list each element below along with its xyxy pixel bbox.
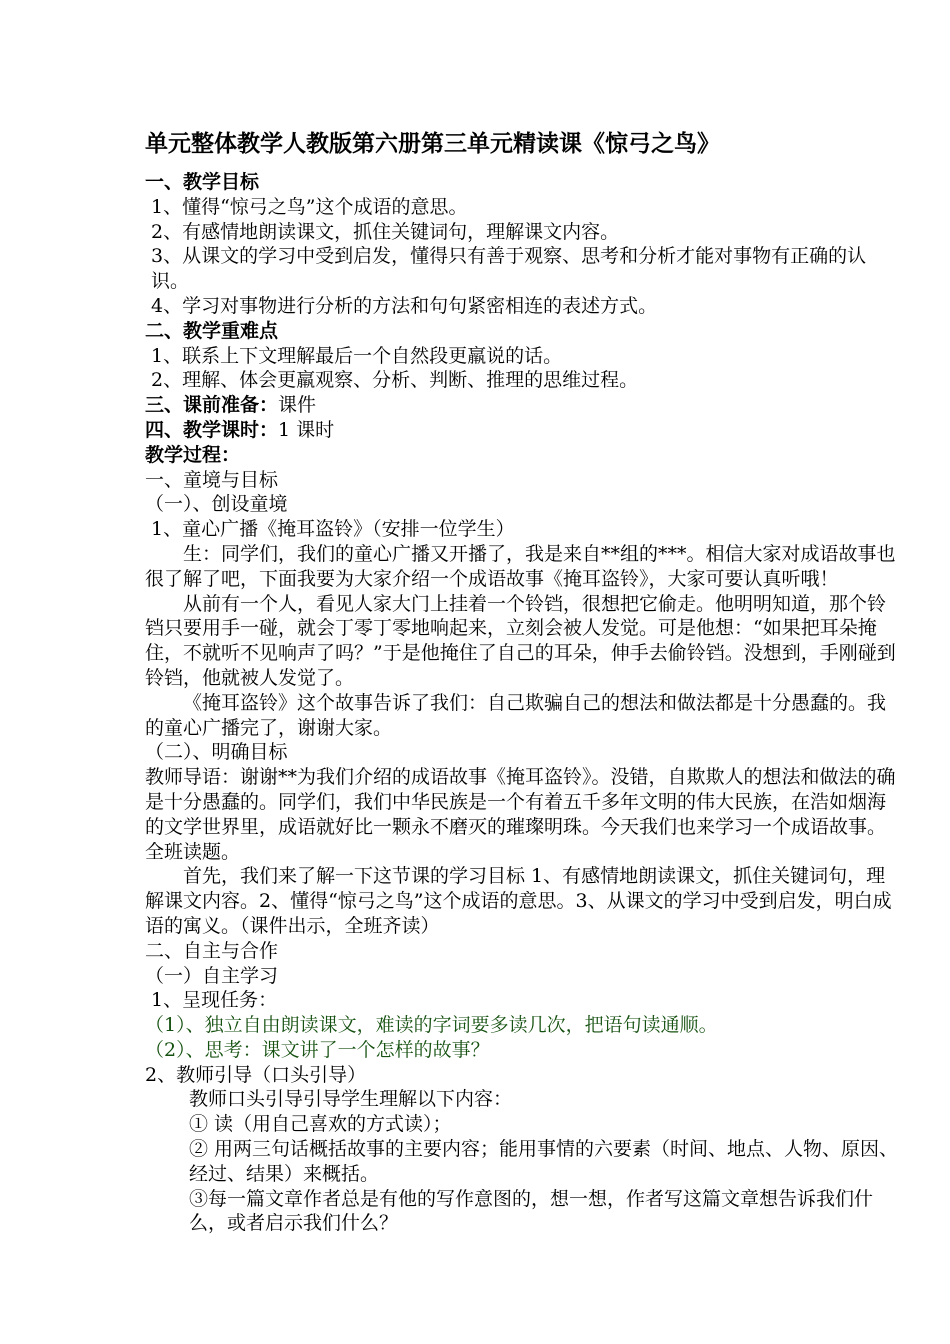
process-step: 二、自主与合作 <box>145 939 279 962</box>
paragraph: 生：同学们，我们的童心广播又开播了，我是来自**组的***。相信大家对成语故事也很了解了吧，下面我要为大家介绍一个成语故事《掩耳盗铃》，大家可要认真听哦！ <box>145 542 896 590</box>
paragraph: 《掩耳盗铃》这个故事告诉了我们：自己欺骗自己的想法和做法都是十分愚蠢的。我的童心广播完了，谢谢大家。 <box>145 691 887 739</box>
section-heading-goals: 一、教学目标 <box>145 171 260 193</box>
periods-line <box>145 418 900 443</box>
process-item: 1、呈现任务： <box>151 989 278 1012</box>
goal-item: 4、学习对事物进行分析的方法和句句紧密相连的表述方式。 <box>151 294 658 317</box>
section-heading-key-points: 二、教学重难点 <box>145 319 279 342</box>
guide-item: ③每一篇文章作者总是有他的写作意图的，想一想，作者写这篇文章想告诉我们什么，或者启示我们什么？ <box>189 1187 874 1235</box>
guide-intro: 教师口头引导引导学生理解以下内容： <box>189 1088 513 1111</box>
goal-item: 2、有感情地朗读课文，抓住关键词句，理解课文内容。 <box>151 220 620 243</box>
document-body <box>145 170 900 1236</box>
section-heading-process: 教学过程： <box>145 443 241 466</box>
periods-value: 1 课时 <box>278 418 335 441</box>
section-heading-preparation: 三、课前准备： <box>145 394 279 417</box>
task-item: （2）、思考：课文讲了一个怎样的故事？ <box>145 1038 490 1061</box>
paragraph: 从前有一个人，看见人家大门上挂着一个铃铛，很想把它偷走。他明明知道，那个铃铛只要用手一碰，就会丁零丁零地响起来，立刻会被人发觉。可是他想：“如果把耳朵掩住，不就听不见响声了吗？”于是他掩住了自己的耳朵，伸手去偷铃铛。没想到，手刚碰到铃铛，他就被人发觉了。 <box>145 592 896 689</box>
guide-item: ② 用两三句话概括故事的主要内容；能用事情的六要素（时间、地点、人物、原因、经过、结果）来概括。 <box>189 1138 899 1185</box>
task-item: （1）、独立自由朗读课文，难读的字词要多读几次，把语句读通顺。 <box>145 1014 718 1037</box>
process-substep: （一）自主学习 <box>145 964 279 987</box>
paragraph: 首先，我们来了解一下这节课的学习目标 1、有感情地朗读课文，抓住关键词句，理解课文内容。2、懂得“惊弓之鸟”这个成语的意思。3、从课文的学习中受到启发，明白成语的寓义。（课件出示，全班齐读） <box>145 865 892 937</box>
goal-item: 3、从课文的学习中受到启发，懂得只有善于观察、思考和分析才能对事物有正确的认识。 <box>151 245 867 293</box>
process-substep: （一）、创设童境 <box>145 493 288 516</box>
key-point-item: 1、联系上下文理解最后一个自然段更羸说的话。 <box>151 344 563 367</box>
preparation-line <box>145 393 900 418</box>
process-step: 一、童境与目标 <box>145 468 279 491</box>
process-substep: （二）、明确目标 <box>145 741 288 764</box>
process-item: 1、童心广播《掩耳盗铃》（安排一位学生） <box>151 518 515 541</box>
document-title: 单元整体教学人教版第六册第三单元精读课《惊弓之鸟》 <box>145 131 720 157</box>
process-item: 2、教师引导（口头引导） <box>145 1063 367 1086</box>
paragraph: 教师导语：谢谢**为我们介绍的成语故事《掩耳盗铃》。没错，自欺欺人的想法和做法的确是十分愚蠢的。同学们，我们中华民族是一个有着五千多年文明的伟大民族，在浩如烟海的文学世界里，成语就好比一颗永不磨灭的璀璨明珠。今天我们也来学习一个成语故事。全班读题。 <box>145 766 896 863</box>
goal-item: 1、懂得“惊弓之鸟”这个成语的意思。 <box>151 195 468 218</box>
preparation-value: 课件 <box>278 394 317 417</box>
section-heading-periods: 四、教学课时： <box>145 418 279 441</box>
guide-item: ① 读（用自己喜欢的方式读）； <box>189 1113 452 1136</box>
key-point-item: 2、理解、体会更羸观察、分析、判断、推理的思维过程。 <box>151 369 639 392</box>
